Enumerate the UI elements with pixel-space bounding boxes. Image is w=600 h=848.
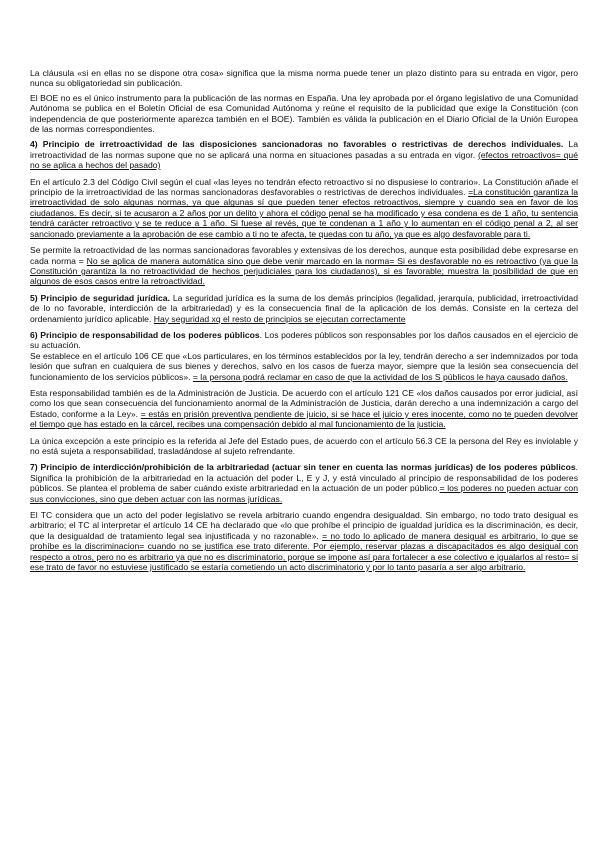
section-heading: 4) Principio de irretroactividad de las disposiciones sancionadoras no favorables o restrictivas de derechos individuales.: [30, 139, 564, 150]
paragraph-text: La cláusula «si en ellas no se dispone otra cosa» significa que la misma norma puede tener un plazo distinto para su entrada en vigor, pero nunca su obligatoriedad sin publicación.: [30, 68, 578, 89]
underlined-note: (efectos retroactivos= qué no se aplica a hechos del pasado): [30, 149, 578, 171]
paragraph-boe: [30, 93, 578, 135]
section-7-arbitrariedad: [30, 462, 578, 504]
paragraph-text: La seguridad jurídica es la suma de los demás principios (legalidad, jerarquía, publicidad, irretroactividad de lo no favorable, interdicción de la arbitrariedad) y es la consecuencia final de la aplicación de los demás. Consiste en la certeza del ordenamiento jurídico aplicable.: [30, 292, 578, 324]
paragraph-text: Esta responsabilidad también es de la Administración de Justicia. De acuerdo con el artículo 121 CE «los daños causados por error judicial, así como los que sean consecuencia del funcionamiento anormal de la Administración de Justicia, darán derecho a una indemnización a cargo del Estado, conforme a la Ley».: [30, 387, 578, 419]
paragraph-excepcion-rey: [30, 436, 578, 457]
paragraph-text: Se establece en el artículo 106 CE que «Los particulares, en los términos establecidos por la ley, tendrán derecho a ser indemnizados por toda lesión que sufran en cualquiera de sus bienes y derechos, salvo en los casos de fuerza mayor, siempre que la lesión sea consecuencia del funcionamiento de los servicios públicos».: [30, 350, 578, 382]
paragraph-tc-igualdad: [30, 510, 578, 572]
paragraph-text: Se permite la retroactividad de las normas sancionadoras favorables y extensivas de los derechos, aunque esta posibilidad debe expresarse en cada norma =: [30, 245, 578, 266]
paragraph-codigo-civil: [30, 177, 578, 239]
document-page: [30, 68, 578, 578]
paragraph-clausula: [30, 68, 578, 89]
paragraph-retroactividad-favorable: [30, 245, 578, 287]
underlined-note: =La constitución garantiza la irretroactividad de solo algunas normas, ya que algunas sí que pueden tener efectos retroactivos, siempre y cuando sea en favor de los ciudadanos. Es decir, si te acusaron a 2 años por un delito y ahora el código penal se ha modificado y esa condena es de 1 año, tu sentencia tendrá carácter retroactivo y se te reduce a 1 año. Si fuese al revés, que te condenan a 1 año y lo aumentan en el código penal a 2, al ser sancionado previamente a la aprobación de ese cambio a ti no te afecta, te quedas con tu año, ya que es algo desfavorable para ti.: [30, 187, 578, 239]
paragraph-text: El TC considera que un acto del poder legislativo se revela arbitrario cuando engendra desigualdad. Sin embargo, no todo trato desigual es arbitrario; el TC al interpretar el artículo 14 CE ha declarado que «lo que prohíbe el principio de igualdad jurídica es la discriminación, es decir, que la desigualdad de tratamiento legal sea injustificada y no razonable».: [30, 510, 578, 541]
paragraph-text: La única excepción a este principio es la referida al Jefe del Estado pues, de acuerdo con el artículo 56.3 CE la persona del Rey es inviolable y no está sujeta a responsabilidad, trasladándose al sujeto refrendante.: [30, 435, 578, 456]
paragraph-text: La irretroactividad de las normas supone que no se aplicará una norma en situaciones pasadas a su entrada en vigor.: [30, 139, 578, 160]
paragraph-text: . Los poderes públicos son responsables por los daños causados en el ejercicio de su actuación.: [30, 329, 579, 351]
section-4-irretroactividad: [30, 139, 578, 170]
section-heading: 7) Principio de interdicción/prohibición de la arbitrariedad (actuar sin tener en cuenta las normas jurídicas) de los poderes públicos: [30, 462, 576, 473]
underlined-note: No se aplica de manera automática sino que debe venir marcado en la norma= Si es desfavorable no es retroactivo (ya que la Constitución garantiza la no retroactividad de hechos perjudiciales para los ciudadanos), si es favorable; muestra la posibilidad de que en algunos de esos casos entre la retroactividad.: [30, 255, 578, 287]
paragraph-articulo-121: [30, 388, 578, 430]
underlined-note: = no todo lo aplicado de manera desigual es arbitrario, lo que se prohíbe es la discriminacion= cuando no se justifica ese trato diferente. Por ejemplo, reservar plazas a discapacitados es algo desigual con respecto a otros, pero no es arbitrario ya que no es discriminatorio, porque se impone así para fortalecer a ese colectivo e igualarlos al resto= si ese trato de favor no estuviese justificado se estaría cometiendo un acto discriminatorio y por lo tanto pasaría a ser algo arbitrario.: [30, 530, 579, 573]
paragraph-articulo-106: [30, 351, 578, 382]
underlined-note: = los poderes no pueden actuar con sus convicciones, sino que deben actuar con las normas jurídicas.: [30, 483, 578, 504]
underlined-note: = estás en prisión preventiva pendiente de juicio, si se hace el juicio y eres inocente, como no te pueden devolver el tiempo que has estado en la cárcel, recibes una compensación debido al mal funcionamiento de la justicia.: [30, 408, 578, 430]
underlined-note: Hay seguridad xq el resto de principios se ejecutan correctamente: [153, 313, 406, 324]
section-5-seguridad-juridica: [30, 293, 578, 324]
paragraph-text: . Significa la prohibición de la arbitrariedad en la actuación del poder L, E y J, y está vinculado al principio de responsabilidad de los poderes públicos. Se plantea el problema de saber cuándo existe arbitrariedad en la actuación de un poder público.: [30, 462, 578, 494]
paragraph-text: El BOE no es el único instrumento para la publicación de las normas en España. Una ley aprobada por el órgano legislativo de una Comunidad Autónoma se publica en el Boletín Oficial de esa Comunidad Autónoma y reúne el requisito de la publicidad que exige la Constitución (con independencia de que posteriormente aparezca también en el BOE). También es válida la publicación en el Diario Oficial de la Unión Europea de las normas correspondientes.: [30, 92, 578, 135]
underlined-note: = la persona podrá reclamar en caso de que la actividad de los S públicos le haya causado daños.: [192, 371, 568, 382]
section-heading: 6) Principio de responsabilidad de los poderes públicos: [30, 329, 260, 340]
section-heading: 5) Principio de seguridad jurídica.: [30, 292, 170, 303]
paragraph-text: En el artículo 2.3 del Código Civil según el cual «las leyes no tendrán efecto retroactivo si no dispusiese lo contrario». La Constitución añade el principio de la irretroactividad de las normas sancionadoras desfavorables o restrictivas de derechos individuales.: [30, 176, 578, 198]
section-6-responsabilidad: [30, 330, 578, 351]
